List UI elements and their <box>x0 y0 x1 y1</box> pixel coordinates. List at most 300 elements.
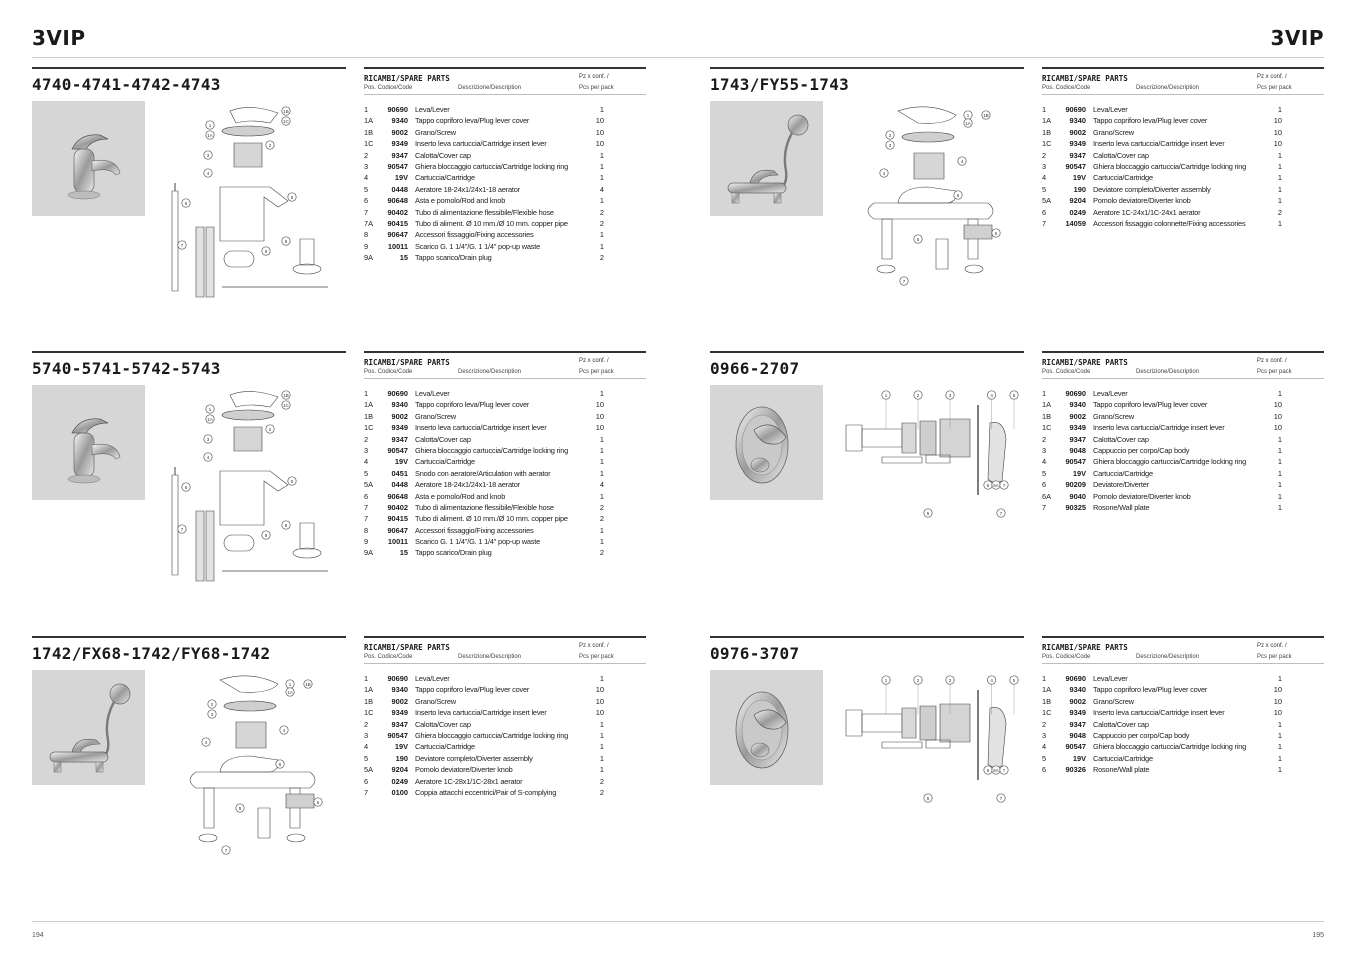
parts-row <box>364 491 646 502</box>
part-quantity: 1 <box>599 765 604 775</box>
part-quantity: 4 <box>599 480 604 490</box>
part-quantity: 10 <box>1273 411 1282 421</box>
spare-parts-table <box>1042 636 1324 776</box>
part-quantity: 10 <box>595 116 604 126</box>
part-code: 9204 <box>391 765 408 775</box>
parts-row <box>1042 127 1324 138</box>
pcs-per-pack-heading: Pcs per pack <box>579 369 614 375</box>
svg-text:6: 6 <box>986 767 990 773</box>
svg-text:6: 6 <box>994 230 998 236</box>
part-position: 1 <box>1042 674 1047 683</box>
part-quantity: 1 <box>1277 389 1282 398</box>
part-description: Aeratore 18-24x1/24x1-18 aerator <box>415 184 520 194</box>
product-photo <box>32 101 145 216</box>
svg-text:5: 5 <box>926 795 930 801</box>
part-quantity: 10 <box>1273 685 1282 695</box>
part-code: 190 <box>1073 184 1086 194</box>
part-description: Grano/Screw <box>1093 411 1134 421</box>
part-position: 1 <box>364 389 369 398</box>
exploded-view-diagram <box>160 101 335 299</box>
footer-divider <box>32 921 1324 922</box>
part-code: 90648 <box>387 491 408 501</box>
part-code: 9340 <box>1069 685 1086 695</box>
part-description: Grano/Screw <box>1093 696 1134 706</box>
part-code: 90326 <box>1065 765 1086 775</box>
part-position: 7 <box>1042 502 1047 512</box>
part-code: 9340 <box>391 116 408 126</box>
svg-text:3: 3 <box>210 711 214 717</box>
part-position: 7 <box>364 207 369 217</box>
pos-code-heading: Pos. Codice/Code <box>1042 369 1091 375</box>
part-description: Rosone/Wall plate <box>1093 502 1150 512</box>
part-quantity: 2 <box>599 787 604 797</box>
part-code: 19V <box>1072 173 1086 183</box>
part-description: Coppia attacchi eccentrici/Pair of S-complying <box>415 787 557 797</box>
part-description: Inserto leva cartuccia/Cartridge insert lever <box>1093 708 1225 718</box>
table-header <box>364 353 646 379</box>
part-description: Leva/Lever <box>1093 389 1128 398</box>
part-description: Ghiera bloccaggio cartuccia/Cartridge locking ring <box>1093 742 1247 752</box>
spare-parts-table <box>364 636 646 798</box>
svg-text:6: 6 <box>278 761 282 767</box>
part-quantity: 1 <box>1277 719 1282 729</box>
spare-parts-heading: RICAMBI/SPARE PARTS <box>364 358 450 367</box>
title-rule <box>710 67 1024 69</box>
parts-row <box>364 207 646 218</box>
part-quantity: 1 <box>1277 765 1282 775</box>
parts-row <box>1042 707 1324 718</box>
part-description: Pomolo deviatore/Diverter knob <box>1093 491 1191 501</box>
svg-text:5: 5 <box>926 510 930 516</box>
svg-text:9: 9 <box>264 532 268 538</box>
part-quantity: 1 <box>1277 491 1282 501</box>
part-description: Calotta/Cover cap <box>1093 719 1149 729</box>
part-description: Calotta/Cover cap <box>415 719 471 729</box>
part-position: 6 <box>1042 765 1047 775</box>
parts-row <box>1042 184 1324 195</box>
spare-parts-table <box>364 67 646 263</box>
part-quantity: 10 <box>595 400 604 410</box>
part-description: Tappo copriforo leva/Plug lever cover <box>1093 116 1208 126</box>
part-position: 1A <box>364 685 374 695</box>
part-description: Cartuccia/Cartridge <box>1093 753 1153 763</box>
exploded-view-diagram <box>838 101 1013 299</box>
description-heading: Descrizione/Description <box>458 654 522 660</box>
svg-text:4: 4 <box>960 158 964 164</box>
part-position: 3 <box>364 730 369 740</box>
part-position: 1A <box>364 400 374 410</box>
part-position: 1 <box>364 105 369 114</box>
qty-heading: Pz x conf. / <box>579 643 609 649</box>
parts-row <box>364 241 646 252</box>
svg-text:6: 6 <box>956 192 960 198</box>
part-description: Accessori fissaggio/Fixing accessories <box>415 525 534 535</box>
pos-code-heading: Pos. Codice/Code <box>1042 85 1091 91</box>
part-quantity: 1 <box>1277 753 1282 763</box>
product-section <box>710 351 1324 621</box>
svg-text:3: 3 <box>948 392 952 398</box>
part-description: Tappo copriforo leva/Plug lever cover <box>1093 685 1208 695</box>
part-code: 90402 <box>387 502 408 512</box>
product-section <box>32 67 646 337</box>
svg-text:1: 1 <box>966 112 970 118</box>
svg-text:1A: 1A <box>965 120 971 126</box>
svg-text:6A: 6A <box>993 767 999 773</box>
spare-parts-table <box>1042 351 1324 513</box>
parts-row <box>1042 445 1324 456</box>
part-position: 1 <box>1042 389 1047 398</box>
parts-row <box>364 411 646 422</box>
part-code: 19V <box>394 457 408 467</box>
part-quantity: 1 <box>1277 161 1282 171</box>
part-position: 1B <box>1042 696 1052 706</box>
part-description: Leva/Lever <box>1093 674 1128 683</box>
part-position: 1C <box>1042 423 1052 433</box>
part-description: Cappuccio per corpo/Cap body <box>1093 730 1190 740</box>
parts-row <box>364 161 646 172</box>
parts-row <box>364 218 646 229</box>
part-description: Tappo copriforo leva/Plug lever cover <box>1093 400 1208 410</box>
part-code: 9002 <box>391 696 408 706</box>
part-position: 5A <box>364 765 374 775</box>
part-description: Cartuccia/Cartridge <box>1093 468 1153 478</box>
parts-list <box>1042 95 1324 229</box>
parts-row <box>364 776 646 787</box>
part-position: 5 <box>364 753 369 763</box>
part-description: Asta e pomolo/Rod and knob <box>415 491 506 501</box>
parts-row <box>1042 730 1324 741</box>
part-position: 6 <box>364 776 369 786</box>
part-position: 2 <box>364 719 369 729</box>
part-description: Leva/Lever <box>415 389 450 398</box>
part-quantity: 10 <box>1273 708 1282 718</box>
part-code: 0451 <box>391 468 408 478</box>
part-position: 4 <box>1042 742 1047 752</box>
part-description: Leva/Lever <box>415 105 450 114</box>
part-position: 9A <box>364 253 374 263</box>
part-code: 9347 <box>1069 150 1086 160</box>
part-description: Calotta/Cover cap <box>415 434 471 444</box>
part-code: 9340 <box>391 400 408 410</box>
svg-text:5: 5 <box>290 478 294 484</box>
parts-row <box>364 719 646 730</box>
svg-text:1: 1 <box>208 406 212 412</box>
part-position: 4 <box>364 173 369 183</box>
part-quantity: 2 <box>599 514 604 524</box>
svg-text:1C: 1C <box>283 402 289 408</box>
svg-text:8: 8 <box>284 522 288 528</box>
part-position: 5A <box>1042 196 1052 206</box>
svg-text:6: 6 <box>986 482 990 488</box>
table-header <box>1042 638 1324 664</box>
part-code: 90690 <box>387 105 408 114</box>
part-code: 19V <box>1072 753 1086 763</box>
description-heading: Descrizione/Description <box>1136 654 1200 660</box>
product-section <box>710 636 1324 906</box>
part-code: 9340 <box>1069 116 1086 126</box>
spare-parts-table <box>364 351 646 559</box>
part-position: 8 <box>364 230 369 240</box>
svg-text:4: 4 <box>206 454 210 460</box>
parts-row <box>364 753 646 764</box>
part-position: 3 <box>1042 161 1047 171</box>
pcs-per-pack-heading: Pcs per pack <box>579 654 614 660</box>
part-position: 1C <box>364 708 374 718</box>
svg-text:1B: 1B <box>283 108 289 114</box>
part-code: 9002 <box>1069 411 1086 421</box>
part-description: Cartuccia/Cartridge <box>1093 173 1153 183</box>
part-position: 1B <box>364 696 374 706</box>
parts-row <box>1042 741 1324 752</box>
parts-row <box>364 787 646 798</box>
part-code: 0448 <box>391 184 408 194</box>
svg-text:6: 6 <box>184 200 188 206</box>
part-description: Cappuccio per corpo/Cap body <box>1093 445 1190 455</box>
svg-text:2: 2 <box>268 142 272 148</box>
part-quantity: 10 <box>595 685 604 695</box>
product-section <box>32 351 646 621</box>
exploded-view-diagram <box>160 670 335 868</box>
model-title: 0976-3707 <box>710 644 800 663</box>
part-position: 5 <box>1042 753 1047 763</box>
part-description: Grano/Screw <box>415 696 456 706</box>
part-quantity: 1 <box>1277 468 1282 478</box>
part-position: 3 <box>1042 445 1047 455</box>
part-quantity: 10 <box>595 127 604 137</box>
table-header <box>364 638 646 664</box>
part-code: 9349 <box>1069 423 1086 433</box>
part-code: 0249 <box>1069 207 1086 217</box>
parts-row <box>364 764 646 775</box>
part-quantity: 1 <box>599 105 604 114</box>
part-code: 15 <box>399 253 408 263</box>
parts-row <box>364 547 646 558</box>
part-quantity: 10 <box>1273 116 1282 126</box>
parts-row <box>364 399 646 410</box>
part-position: 2 <box>364 434 369 444</box>
svg-text:4: 4 <box>990 392 993 398</box>
svg-text:2: 2 <box>268 426 272 432</box>
parts-row <box>364 115 646 126</box>
svg-text:5: 5 <box>1012 392 1016 398</box>
part-description: Deviatore completo/Diverter assembly <box>415 753 533 763</box>
svg-text:1: 1 <box>884 392 888 398</box>
part-quantity: 1 <box>1277 742 1282 752</box>
part-quantity: 1 <box>1277 730 1282 740</box>
part-code: 9347 <box>391 434 408 444</box>
parts-row <box>364 104 646 115</box>
part-description: Tappo copriforo leva/Plug lever cover <box>415 685 530 695</box>
part-quantity: 1 <box>599 173 604 183</box>
parts-row <box>1042 104 1324 115</box>
part-position: 9A <box>364 548 374 558</box>
parts-list <box>364 95 646 263</box>
parts-row <box>1042 673 1324 684</box>
product-photo <box>710 385 823 500</box>
parts-row <box>1042 388 1324 399</box>
svg-text:7: 7 <box>902 278 906 284</box>
svg-text:7: 7 <box>999 510 1003 516</box>
parts-row <box>1042 115 1324 126</box>
part-code: 90547 <box>1065 161 1086 171</box>
svg-text:5: 5 <box>1012 677 1016 683</box>
part-description: Ghiera bloccaggio cartuccia/Cartridge locking ring <box>1093 457 1247 467</box>
pos-code-heading: Pos. Codice/Code <box>364 369 413 375</box>
svg-text:7: 7 <box>1002 482 1006 488</box>
svg-text:1A: 1A <box>287 689 293 695</box>
part-quantity: 2 <box>599 776 604 786</box>
title-rule <box>32 636 346 638</box>
svg-text:6: 6 <box>184 484 188 490</box>
part-position: 4 <box>364 457 369 467</box>
part-code: 190 <box>395 753 408 763</box>
part-description: Inserto leva cartuccia/Cartridge insert lever <box>415 423 547 433</box>
part-quantity: 1 <box>599 457 604 467</box>
part-quantity: 1 <box>599 389 604 398</box>
part-position: 1 <box>1042 105 1047 114</box>
part-description: Cartuccia/Cartridge <box>415 742 475 752</box>
svg-text:1: 1 <box>884 677 888 683</box>
parts-list <box>1042 664 1324 776</box>
part-position: 1B <box>1042 411 1052 421</box>
part-description: Tappo copriforo leva/Plug lever cover <box>415 116 530 126</box>
table-header <box>364 69 646 95</box>
part-position: 9 <box>364 537 369 547</box>
part-code: 90547 <box>387 730 408 740</box>
svg-text:7: 7 <box>180 242 184 248</box>
part-quantity: 10 <box>1273 696 1282 706</box>
part-code: 10011 <box>387 537 408 547</box>
parts-row <box>364 536 646 547</box>
part-code: 0100 <box>391 787 408 797</box>
part-quantity: 1 <box>599 434 604 444</box>
part-quantity: 2 <box>599 253 604 263</box>
part-position: 3 <box>1042 730 1047 740</box>
part-description: Aeratore 18-24x1/24x1-18 aerator <box>415 480 520 490</box>
part-quantity: 10 <box>595 139 604 149</box>
part-position: 2 <box>364 150 369 160</box>
part-position: 1 <box>364 674 369 683</box>
part-quantity: 1 <box>1277 173 1282 183</box>
part-quantity: 1 <box>599 150 604 160</box>
parts-row <box>1042 456 1324 467</box>
part-code: 9002 <box>1069 696 1086 706</box>
svg-text:5: 5 <box>916 236 920 242</box>
part-description: Inserto leva cartuccia/Cartridge insert lever <box>1093 139 1225 149</box>
parts-row <box>364 422 646 433</box>
part-code: 9204 <box>1069 196 1086 206</box>
part-code: 19V <box>394 742 408 752</box>
exploded-view-diagram <box>838 385 1016 583</box>
part-position: 1B <box>364 411 374 421</box>
svg-text:5: 5 <box>238 805 242 811</box>
part-code: 90547 <box>1065 457 1086 467</box>
part-description: Leva/Lever <box>415 674 450 683</box>
part-description: Tubo di alimentazione flessibile/Flexible hose <box>415 502 554 512</box>
parts-row <box>1042 138 1324 149</box>
part-position: 6 <box>364 491 369 501</box>
part-position: 6 <box>364 196 369 206</box>
description-heading: Descrizione/Description <box>1136 85 1200 91</box>
part-description: Grano/Screw <box>415 411 456 421</box>
header-divider <box>32 57 1324 58</box>
part-code: 9349 <box>1069 139 1086 149</box>
parts-row <box>364 513 646 524</box>
parts-row <box>364 468 646 479</box>
parts-row <box>364 150 646 161</box>
part-position: 7A <box>364 218 374 228</box>
part-quantity: 1 <box>599 445 604 455</box>
parts-row <box>364 138 646 149</box>
svg-text:1A: 1A <box>207 132 213 138</box>
part-description: Inserto leva cartuccia/Cartridge insert lever <box>415 139 547 149</box>
part-quantity: 2 <box>599 502 604 512</box>
part-position: 6 <box>1042 207 1047 217</box>
part-quantity: 1 <box>1277 184 1282 194</box>
part-code: 90647 <box>387 230 408 240</box>
svg-text:8: 8 <box>284 238 288 244</box>
parts-row <box>364 730 646 741</box>
parts-row <box>1042 491 1324 502</box>
part-code: 90647 <box>387 525 408 535</box>
qty-heading: Pz x conf. / <box>1257 643 1287 649</box>
part-quantity: 1 <box>1277 105 1282 114</box>
table-header <box>1042 353 1324 379</box>
part-code: 9040 <box>1069 491 1086 501</box>
svg-text:7: 7 <box>180 526 184 532</box>
part-quantity: 1 <box>599 753 604 763</box>
part-description: Grano/Screw <box>415 127 456 137</box>
parts-row <box>1042 411 1324 422</box>
parts-row <box>364 172 646 183</box>
part-quantity: 1 <box>1277 480 1282 490</box>
parts-row <box>364 707 646 718</box>
exploded-view-diagram <box>160 385 335 583</box>
part-position: 1A <box>1042 685 1052 695</box>
svg-text:3: 3 <box>206 152 210 158</box>
part-code: 90415 <box>387 514 408 524</box>
table-header <box>1042 69 1324 95</box>
part-code: 9340 <box>1069 400 1086 410</box>
parts-list <box>364 379 646 559</box>
parts-row <box>1042 422 1324 433</box>
svg-text:1: 1 <box>208 122 212 128</box>
parts-row <box>364 195 646 206</box>
part-position: 3 <box>364 161 369 171</box>
part-quantity: 1 <box>599 161 604 171</box>
part-description: Tappo scarico/Drain plug <box>415 253 492 263</box>
title-rule <box>32 67 346 69</box>
part-quantity: 1 <box>599 730 604 740</box>
part-position: 9 <box>364 241 369 251</box>
svg-text:3: 3 <box>206 436 210 442</box>
part-position: 2 <box>1042 150 1047 160</box>
pos-code-heading: Pos. Codice/Code <box>364 85 413 91</box>
parts-list <box>364 664 646 798</box>
part-position: 5 <box>364 184 369 194</box>
parts-row <box>1042 207 1324 218</box>
part-position: 1C <box>1042 139 1052 149</box>
part-description: Snodo con aeratore/Articulation with aerator <box>415 468 551 478</box>
part-position: 2 <box>1042 434 1047 444</box>
part-position: 4 <box>1042 173 1047 183</box>
svg-text:4: 4 <box>282 727 286 733</box>
part-description: Leva/Lever <box>1093 105 1128 114</box>
part-position: 3 <box>364 445 369 455</box>
part-quantity: 1 <box>1277 502 1282 512</box>
part-description: Calotta/Cover cap <box>1093 150 1149 160</box>
part-quantity: 1 <box>599 719 604 729</box>
